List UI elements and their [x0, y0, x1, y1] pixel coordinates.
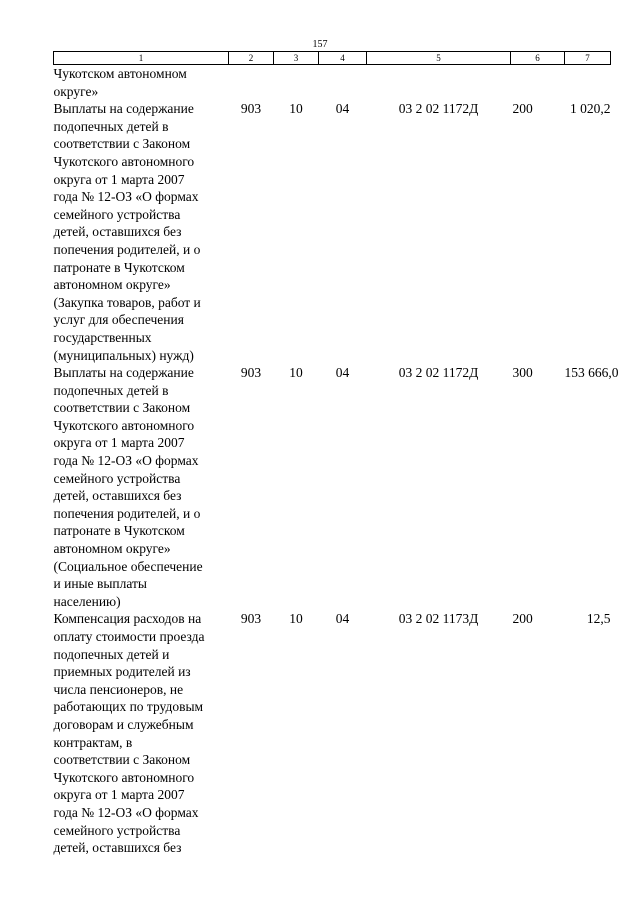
target-article-cell: 03 2 02 1173Д	[398, 611, 479, 627]
column-header-3: 3	[274, 52, 319, 65]
subsection-cell: 04	[335, 611, 350, 627]
amount-cell: 1 020,2	[570, 101, 611, 117]
target-article-cell	[367, 65, 511, 101]
expense-name-line: (Закупка товаров, работ и	[53, 294, 201, 310]
expense-name-line: попечения родителей, и о	[53, 241, 201, 257]
amount-cell: 153 666,0	[564, 365, 619, 381]
expense-name-cell	[54, 65, 229, 101]
expense-name-line: семейного устройства	[53, 206, 181, 222]
expense-name-line: Чукотском автономном	[53, 66, 187, 81]
expense-name-line: числа пенсионеров, не	[53, 681, 184, 697]
section-cell: 10	[289, 365, 303, 381]
expense-name-line: услуг для обеспечения	[53, 312, 184, 328]
table-row	[54, 100, 611, 364]
table-row	[54, 364, 611, 610]
expense-name-line: соответствии с Законом	[53, 136, 191, 152]
expense-name-line: государственных	[53, 329, 152, 345]
column-header-4: 4	[319, 52, 367, 65]
expense-name-line: округе»	[53, 83, 99, 99]
expense-name-line: автономном округе»	[53, 277, 171, 293]
amount-cell	[565, 65, 611, 101]
expense-name-line: детей, оставшихся без	[53, 224, 182, 240]
expense-name-line: года № 12-ОЗ «О формах	[53, 189, 199, 205]
ministry-code-cell: 903	[240, 611, 262, 627]
expense-name-cell	[54, 610, 229, 856]
expense-name-cell	[54, 364, 229, 610]
subsection-cell: 04	[335, 365, 350, 381]
expense-name-line: автономном округе»	[53, 541, 171, 557]
column-header-5: 5	[367, 52, 511, 65]
ministry-code-cell	[229, 65, 274, 101]
expense-name-line: попечения родителей, и о	[53, 505, 201, 521]
page-number: 157	[312, 39, 328, 50]
expense-name-line: года № 12-ОЗ «О формах	[53, 804, 199, 820]
expense-name-line: Выплаты на содержание	[53, 101, 194, 117]
expense-name-line: округа от 1 марта 2007	[53, 171, 185, 187]
column-header-1: 1	[54, 52, 229, 65]
budget-table	[53, 51, 619, 857]
section-cell: 10	[289, 101, 303, 117]
section-cell	[274, 65, 319, 101]
amount-cell: 12,5	[586, 611, 611, 627]
expense-type-cell: 300	[512, 365, 533, 381]
ministry-code-cell: 903	[240, 101, 262, 117]
expense-name-line: семейного устройства	[53, 822, 181, 838]
table-row	[54, 610, 611, 856]
expense-name-line: приемных родителей из	[53, 664, 191, 680]
expense-name-line: патронате в Чукотском	[53, 523, 185, 539]
expense-name-line: Компенсация расходов на	[53, 611, 202, 627]
expense-name-line: соответствии с Законом	[53, 400, 191, 416]
expense-name-line: семейного устройства	[53, 470, 181, 486]
ministry-code-cell: 903	[240, 365, 262, 381]
expense-type-cell: 200	[512, 101, 533, 117]
expense-name-line: округа от 1 марта 2007	[53, 435, 185, 451]
column-header-6: 6	[511, 52, 565, 65]
table-body	[53, 65, 619, 857]
expense-name-line: подопечных детей в	[53, 118, 169, 134]
expense-name-line: года № 12-ОЗ «О формах	[53, 453, 199, 469]
expense-name-line: Чукотского автономного	[53, 769, 195, 785]
expense-name-line: Чукотского автономного	[53, 153, 195, 169]
expense-name-line: подопечных детей в	[53, 382, 169, 398]
table-row	[54, 65, 611, 101]
expense-name-line: контрактам, в	[53, 734, 133, 750]
expense-name-line: населению)	[53, 593, 121, 609]
expense-name-line: соответствии с Законом	[53, 752, 191, 768]
expense-name-line: детей, оставшихся без	[53, 488, 182, 504]
expense-name-line: (муниципальных) нужд)	[53, 347, 194, 363]
expense-name-line: подопечных детей и	[53, 646, 170, 662]
table-header	[54, 52, 611, 65]
expense-name-line: округа от 1 марта 2007	[53, 787, 185, 803]
header-row	[54, 52, 611, 65]
expense-name-cell	[54, 100, 229, 364]
expense-name-line: оплату стоимости проезда	[53, 629, 205, 644]
expense-name-line: работающих по трудовым	[53, 699, 204, 715]
expense-type-cell: 200	[512, 611, 533, 627]
expense-name-line: Выплаты на содержание	[53, 365, 194, 381]
target-article-cell: 03 2 02 1172Д	[398, 365, 479, 381]
expense-name-line: договорам и служебным	[53, 716, 194, 732]
target-article-cell: 03 2 02 1172Д	[398, 101, 479, 117]
section-cell: 10	[289, 611, 303, 627]
column-header-2: 2	[229, 52, 274, 65]
expense-type-cell	[511, 65, 565, 101]
expense-name-line: (Социальное обеспечение	[53, 558, 203, 574]
expense-name-line: детей, оставшихся без	[53, 840, 182, 856]
expense-name-line: Чукотского автономного	[53, 417, 195, 433]
subsection-cell	[319, 65, 367, 101]
subsection-cell: 04	[335, 101, 350, 117]
column-header-7: 7	[565, 52, 611, 65]
expense-name-line: и иные выплаты	[53, 576, 148, 592]
expense-name-line: патронате в Чукотском	[53, 259, 185, 275]
